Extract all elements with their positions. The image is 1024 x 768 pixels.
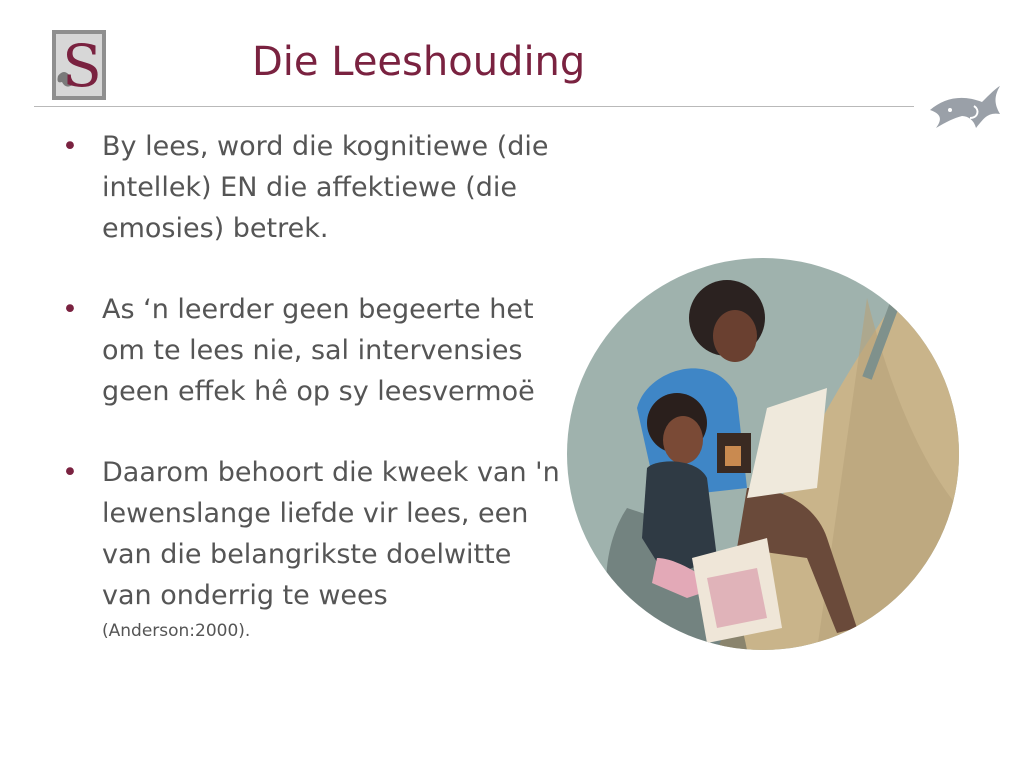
bullet-item xyxy=(62,452,562,646)
bullet-item xyxy=(62,289,562,412)
children-reading-photo xyxy=(567,258,959,650)
bullet-list xyxy=(62,126,562,686)
fish-swirl-icon xyxy=(928,84,1002,134)
logo-letter: S xyxy=(62,32,102,100)
university-logo xyxy=(52,30,106,100)
citation: (Anderson:2000). xyxy=(102,621,251,641)
slide-title: Die Leeshouding xyxy=(252,39,586,85)
bullet-text: By lees, word die kognitiewe (die intellek) EN die affektiewe (die emosies) betrek. xyxy=(102,131,549,244)
bullet-icon: • xyxy=(62,294,78,325)
title-divider xyxy=(34,106,914,107)
logo-icon xyxy=(52,30,106,100)
bullet-icon: • xyxy=(62,131,78,162)
bullet-text: Daarom behoort die kweek van 'n lewenslange liefde vir lees, een van die belangrikste doelwitte van onderrig te wees xyxy=(102,457,560,611)
bullet-item xyxy=(62,126,562,249)
bullet-text: As ‘n leerder geen begeerte het om te lees nie, sal intervensies geen effek hê op sy leesvermoë xyxy=(102,294,535,407)
bullet-icon: • xyxy=(62,457,78,488)
